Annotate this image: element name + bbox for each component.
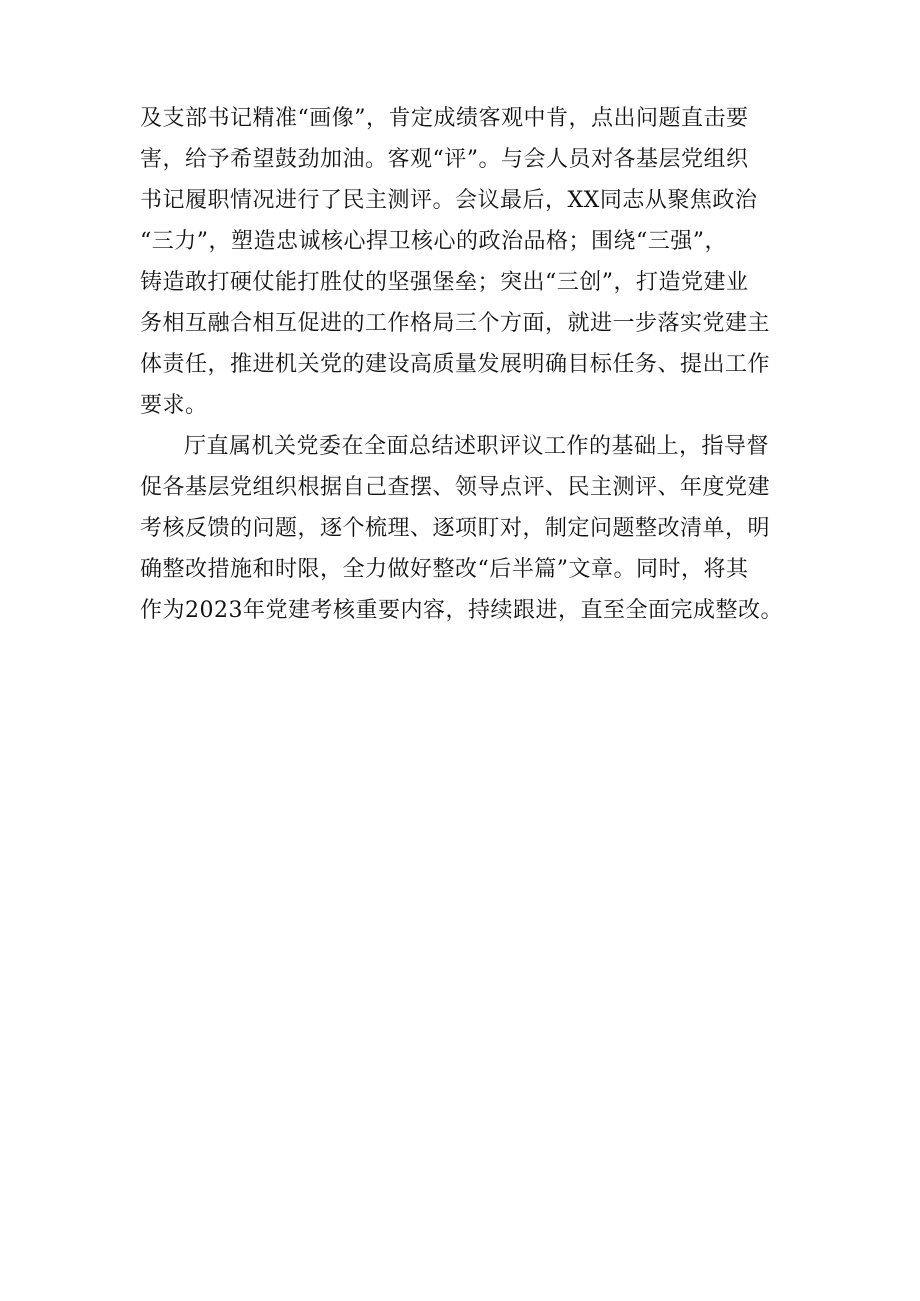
text-line: 铸造敢打硬仗能打胜仗的坚强堡垒；突出“三创”，打造党建业 <box>140 270 749 295</box>
text-line: 害，给予希望鼓劲加油。客观“评”。与会人员对各基层党组织 <box>140 147 749 172</box>
text-line: 考核反馈的问题，逐个梳理、逐项盯对，制定问题整改清单，明 <box>140 516 771 541</box>
text-line: 务相互融合相互促进的工作格局三个方面，就进一步落实党建主 <box>140 311 771 336</box>
text-line: 要求。 <box>140 393 208 418</box>
text-line: 书记履职情况进行了民主测评。会议最后，XX同志从聚焦政治 <box>140 188 758 213</box>
text-line: 体责任，推进机关党的建设高质量发展明确目标任务、提出工作 <box>140 352 771 377</box>
text-line: 及支部书记精准“画像”，肯定成绩客观中肯，点出问题直击要 <box>140 106 749 131</box>
text-line: 厅直属机关党委在全面总结述职评议工作的基础上，指导督 <box>184 434 770 459</box>
text-line: “三力”，塑造忠诚核心捍卫核心的政治品格；围绕“三强”， <box>140 229 727 254</box>
text-line: 确整改措施和时限，全力做好整改“后半篇”文章。同时，将其 <box>140 557 749 582</box>
text-line: 促各基层党组织根据自己查摆、领导点评、民主测评、年度党建 <box>140 475 771 500</box>
document-body <box>140 98 800 631</box>
paragraph-rectification <box>140 426 800 631</box>
text-line: 作为2023年党建考核重要内容，持续跟进，直至全面完成整改。 <box>140 598 783 623</box>
paragraph-continued <box>140 98 800 426</box>
